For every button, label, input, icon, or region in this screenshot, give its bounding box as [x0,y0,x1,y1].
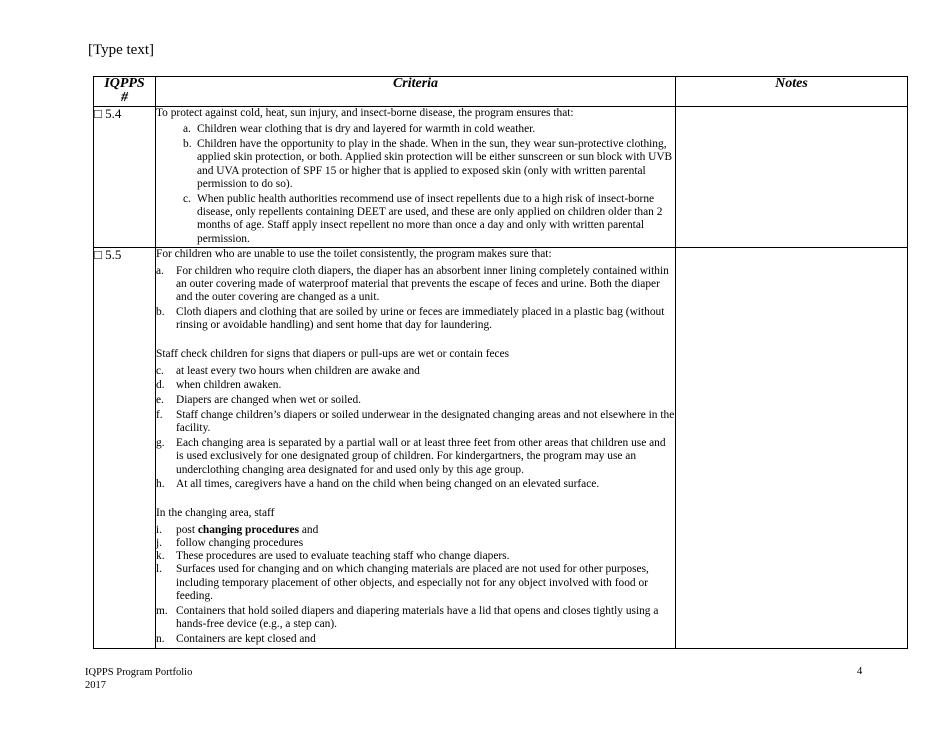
footer-portfolio [85,666,192,692]
list-item-text: Containers are kept closed and [176,632,316,645]
criterion-intro: For children who are unable to use the toilet consistently, the program makes sure that: [156,248,552,261]
list-marker: a. [156,264,164,277]
list-item [156,306,675,333]
criterion-list [156,365,675,492]
list-marker: m. [156,604,168,617]
notes-cell-5-5[interactable] [676,248,908,648]
criteria-table [93,76,908,649]
list-marker: f. [156,408,163,421]
notes-cell-5-4[interactable] [676,107,908,248]
page-number: 4 [857,666,863,677]
list-item [156,193,675,246]
list-item-text: Surfaces used for changing and on which changing materials are placed are not used for other purposes, including temporary placement of other objects, and especially not for any object involved with food or feeding. [176,563,649,602]
table-row [94,248,908,648]
list-item [156,138,675,191]
list-item-text: Children wear clothing that is dry and layered for warmth in cold weather. [197,123,536,136]
list-item-text: Staff change children’s diapers or soiled underwear in the designated changing areas and not elsewhere in the facility. [176,408,675,435]
criteria-cell-5-5 [156,248,676,648]
list-item-text: Cloth diapers and clothing that are soiled by urine or feces are immediately placed in a plastic bag (without rinsing or avoidable handling) and sent home that day for laundering. [176,306,665,332]
table-row [94,107,908,248]
list-item [156,605,675,632]
list-item-text: at least every two hours when children are awake and [176,364,420,377]
criteria-cell-5-4 [156,107,676,248]
criterion-subintro: Staff check children for signs that diapers or pull-ups are wet or contain feces [156,348,510,361]
list-item [156,550,675,563]
criterion-number-5-5[interactable]: □ 5.5 [94,248,156,648]
list-marker: e. [156,394,164,407]
criterion-subintro: In the changing area, staff [156,507,275,520]
list-item-text: Diapers are changed when wet or soiled. [176,394,362,407]
list-marker: i. [156,523,163,536]
notes-header: Notes [676,77,908,107]
criterion-list [156,265,675,333]
list-item-text: when children awaken. [176,379,282,392]
list-marker: h. [156,478,165,491]
list-marker: b. [156,306,165,319]
list-item-text: At all times, caregivers have a hand on the child when being changed on an elevated surface. [176,478,600,491]
list-marker: b. [183,138,192,151]
list-marker: l. [156,563,163,576]
list-item-text: Children have the opportunity to play in the shade. When in the sun, they wear sun-protective clothing, applied skin protection, or both. Applied skin protection will be either sunscreen or sun block with UVB and UVA protection of SPF 15 or higher that is applied to exposed skin (only with written parental permission to do so). [197,138,673,190]
iqpps-header-label: IQPPS [104,76,145,91]
list-item [156,524,675,537]
iqpps-hash-label: # [121,90,128,105]
list-item-text: For children who require cloth diapers, the diaper has an absorbent inner lining completely contained within an outer covering made of waterproof material that prevents the escape of feces and urine. Both the diaper and the outer covering are changed as a unit. [176,264,669,304]
criterion-number-5-4[interactable]: □ 5.4 [94,107,156,248]
list-item [156,537,675,550]
criterion-list [156,123,675,246]
list-marker: c. [183,192,191,205]
list-item [156,365,675,378]
list-item [156,478,675,491]
list-item-text: post changing procedures and [176,523,319,536]
footer-year: 2017 [85,680,106,691]
table-header-row [94,77,908,107]
list-item-text: When public health authorities recommend use of insect repellents due to a high risk of insect-borne disease, only repellents containing DEET are used, and these are only applied on children older than 2 months of age. Staff apply insect repellent no more than once a day and only with written parental permission. [197,192,663,245]
criterion-list [156,563,675,646]
list-marker: c. [156,364,164,377]
list-item [156,394,675,407]
list-marker: d. [156,379,165,392]
list-item-text: These procedures are used to evaluate teaching staff who change diapers. [176,550,510,563]
list-item [156,123,675,136]
list-marker: g. [156,437,165,450]
list-item [156,265,675,305]
list-marker: n. [156,632,165,645]
list-marker: j. [156,536,163,549]
iqpps-number-header [94,77,156,107]
list-item-text: Containers that hold soiled diapers and diapering materials have a lid that opens and closes tightly using a hands-free device (e.g., a step can). [176,604,659,631]
list-item-text: Each changing area is separated by a partial wall or at least three feet from other areas that children use and is used exclusively for one designated group of children. For kindergartners, the program may use an underclothing changing area designated for and used only by this age group. [176,437,666,476]
changing-procedures-emphasis: changing procedures [197,523,300,536]
list-item [156,379,675,392]
list-item [156,409,675,436]
criterion-list [156,524,675,537]
list-marker: a. [183,123,191,136]
criterion-intro: To protect against cold, heat, sun injury, and insect-borne disease, the program ensures that: [156,107,574,119]
list-item [156,437,675,477]
criteria-header: Criteria [156,77,676,107]
list-item [156,563,675,603]
list-marker: k. [156,550,165,563]
list-item [156,633,675,646]
footer-title: IQPPS Program Portfolio [85,667,193,678]
page-header-placeholder: [Type text] [88,42,155,58]
list-item-text: follow changing procedures [176,536,304,549]
criterion-list [156,537,675,564]
